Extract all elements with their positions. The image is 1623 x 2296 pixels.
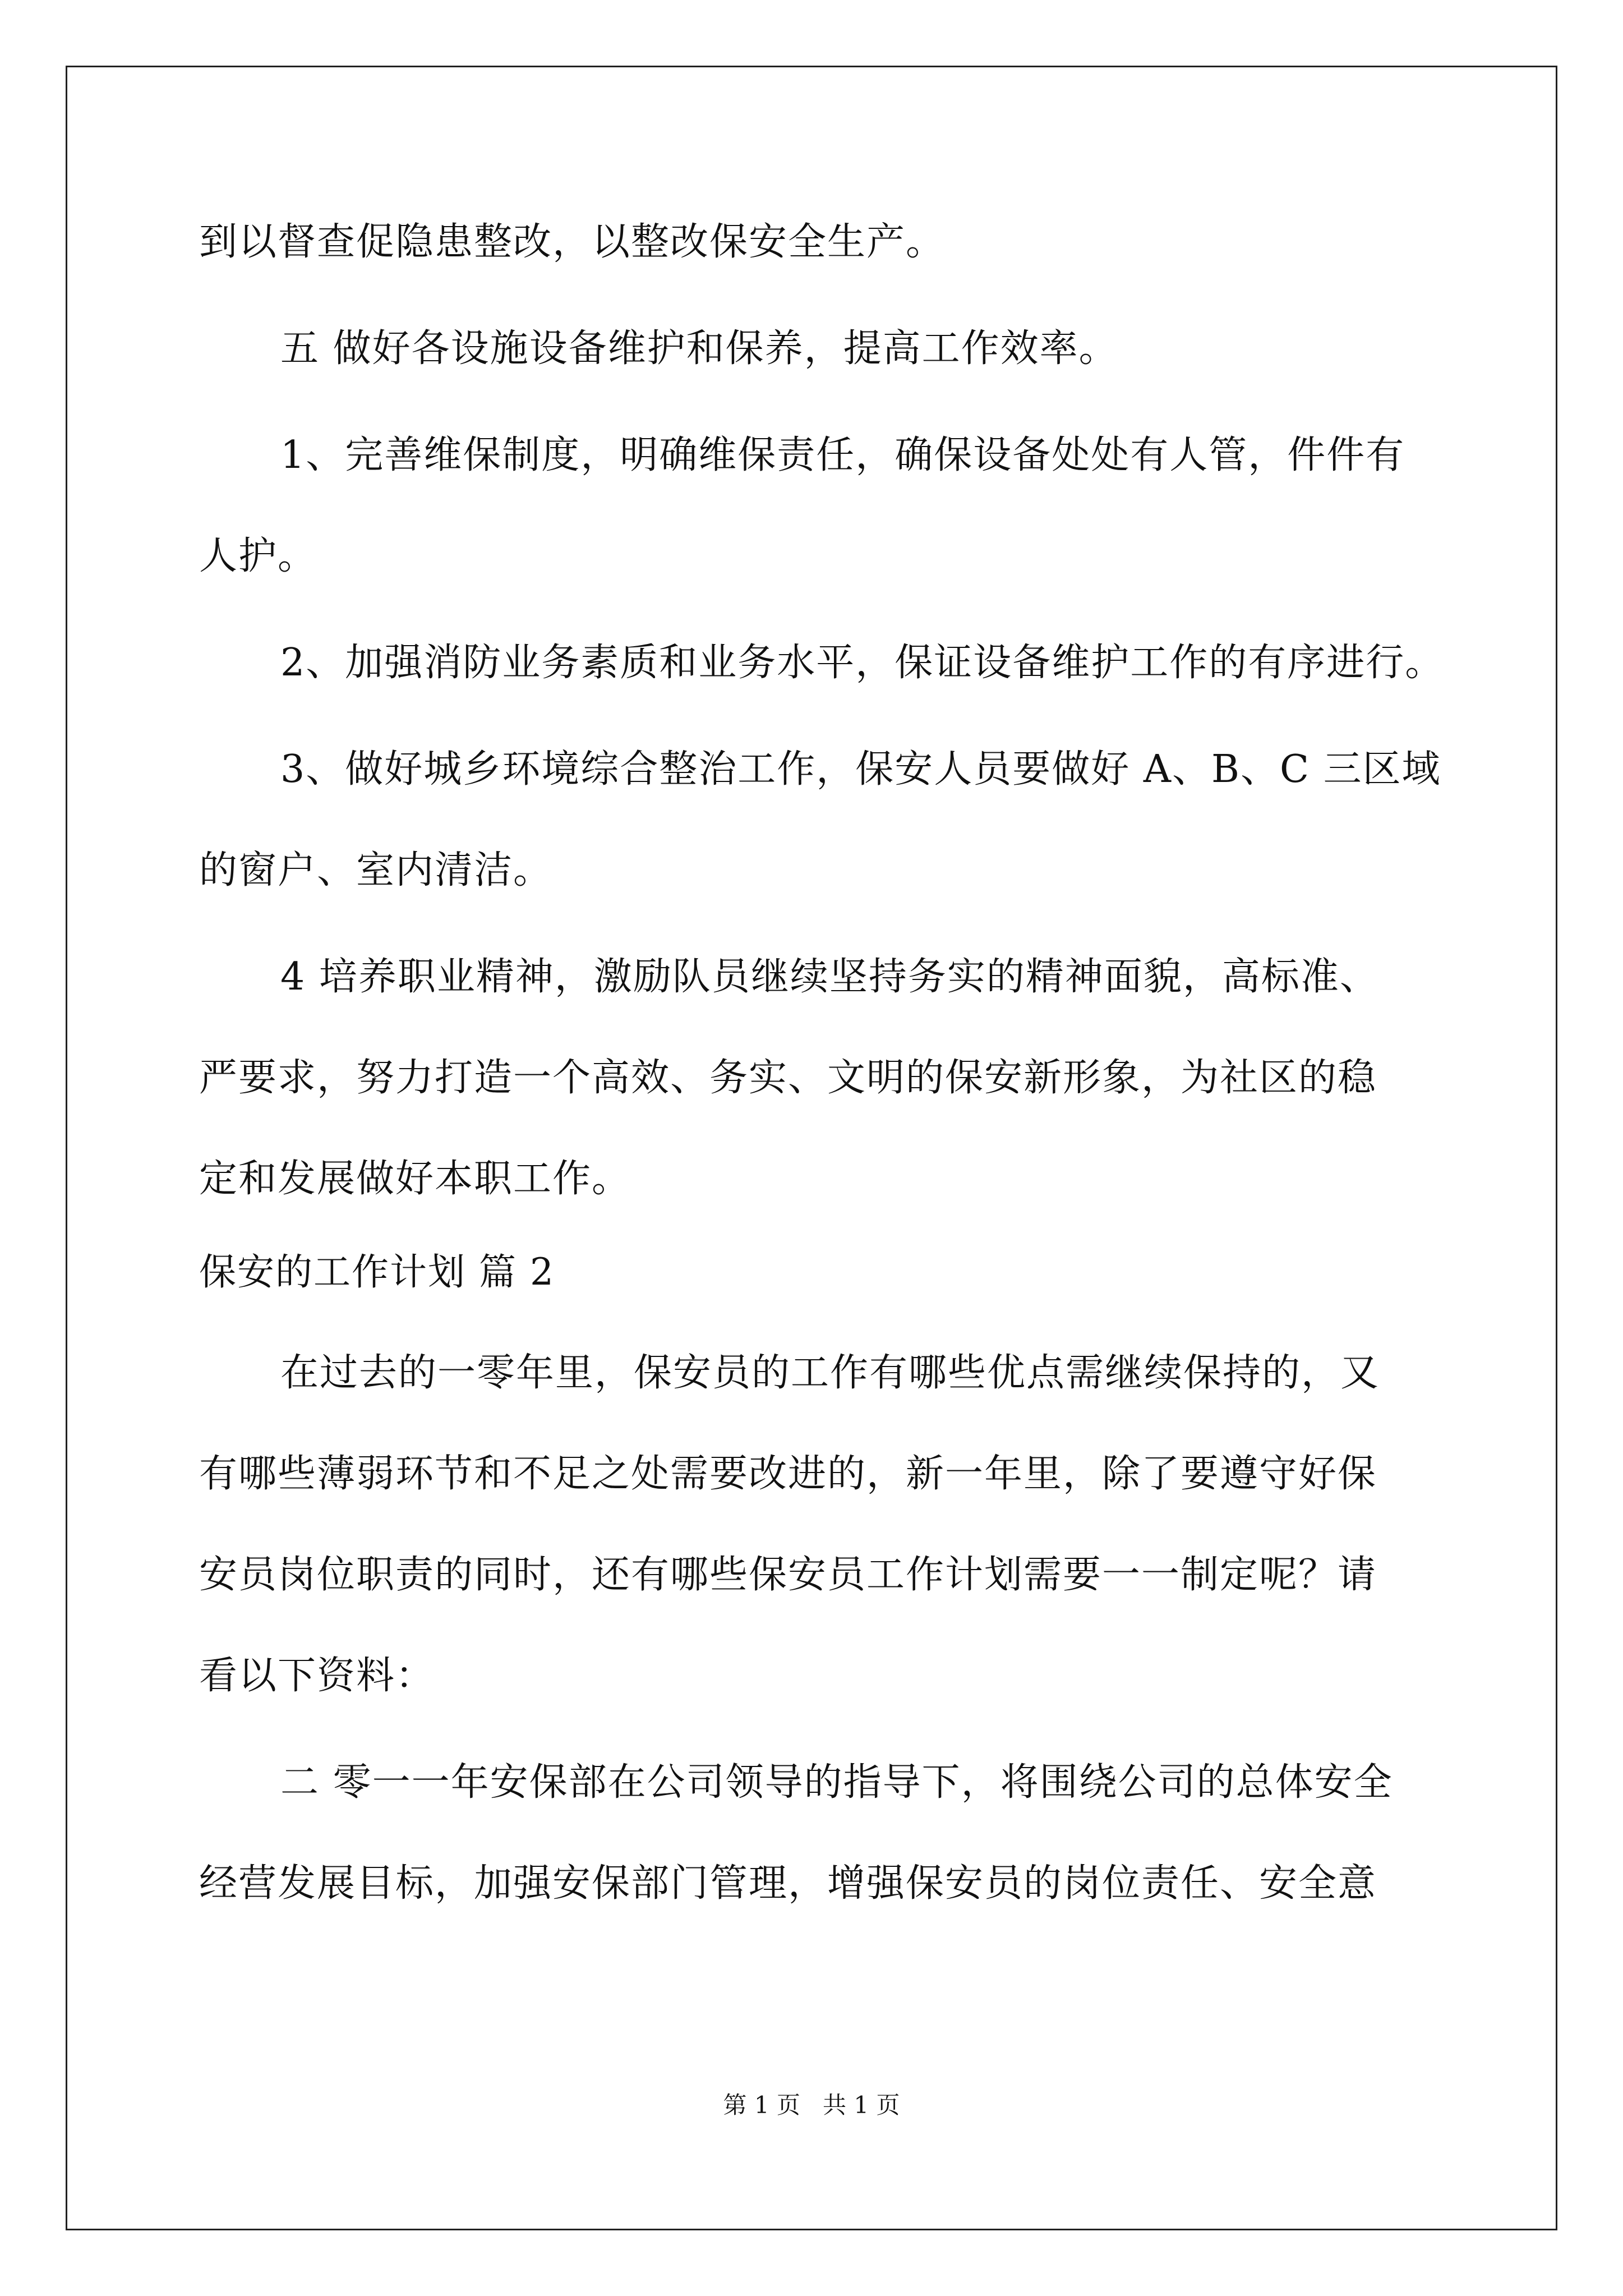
list-item-4-line-3: 定和发展做好本职工作。: [199, 1157, 631, 1201]
list-item-1-line-2: 人护。: [199, 534, 317, 578]
paragraph-plan-line-2: 经营发展目标，加强安保部门管理，增强保安员的岗位责任、安全意: [199, 1861, 1377, 1906]
list-item-3-line-2: 的窗户、室内清洁。: [199, 848, 553, 892]
section-heading-5: 五 做好各设施设备维护和保养，提高工作效率。: [280, 326, 1118, 371]
list-item-3-line-1: 3、做好城乡环境综合整治工作，保安人员要做好 A、B、C 三区域: [280, 747, 1441, 792]
list-item-4-line-2: 严要求，努力打造一个高效、务实、文明的保安新形象，为社区的稳: [199, 1056, 1377, 1100]
body-line-1: 到以督查促隐患整改，以整改保安全生产。: [199, 220, 946, 264]
paragraph-intro-line-1: 在过去的一零年里，保安员的工作有哪些优点需继续保持的，又: [280, 1351, 1380, 1395]
paragraph-plan-line-1: 二 零一一年安保部在公司领导的指导下，将围绕公司的总体安全: [280, 1760, 1393, 1805]
paragraph-intro-line-2: 有哪些薄弱环节和不足之处需要改进的，新一年里，除了要遵守好保: [199, 1452, 1377, 1496]
page-footer: 第 1 页 共 1 页: [723, 2091, 900, 2119]
list-item-1-line-1: 1、完善维保制度，明确维保责任，确保设备处处有人管，件件有: [280, 433, 1405, 477]
list-item-4-line-1: 4 培养职业精神，激励队员继续坚持务实的精神面貌，高标准、: [280, 955, 1379, 999]
paragraph-intro-line-3: 安员岗位职责的同时，还有哪些保安员工作计划需要一一制定呢？请: [199, 1553, 1377, 1597]
paragraph-intro-line-4: 看以下资料：: [199, 1654, 435, 1698]
article-heading-2: 保安的工作计划 篇 2: [199, 1250, 555, 1294]
list-item-2: 2、加强消防业务素质和业务水平，保证设备维护工作的有序进行。: [280, 641, 1445, 685]
